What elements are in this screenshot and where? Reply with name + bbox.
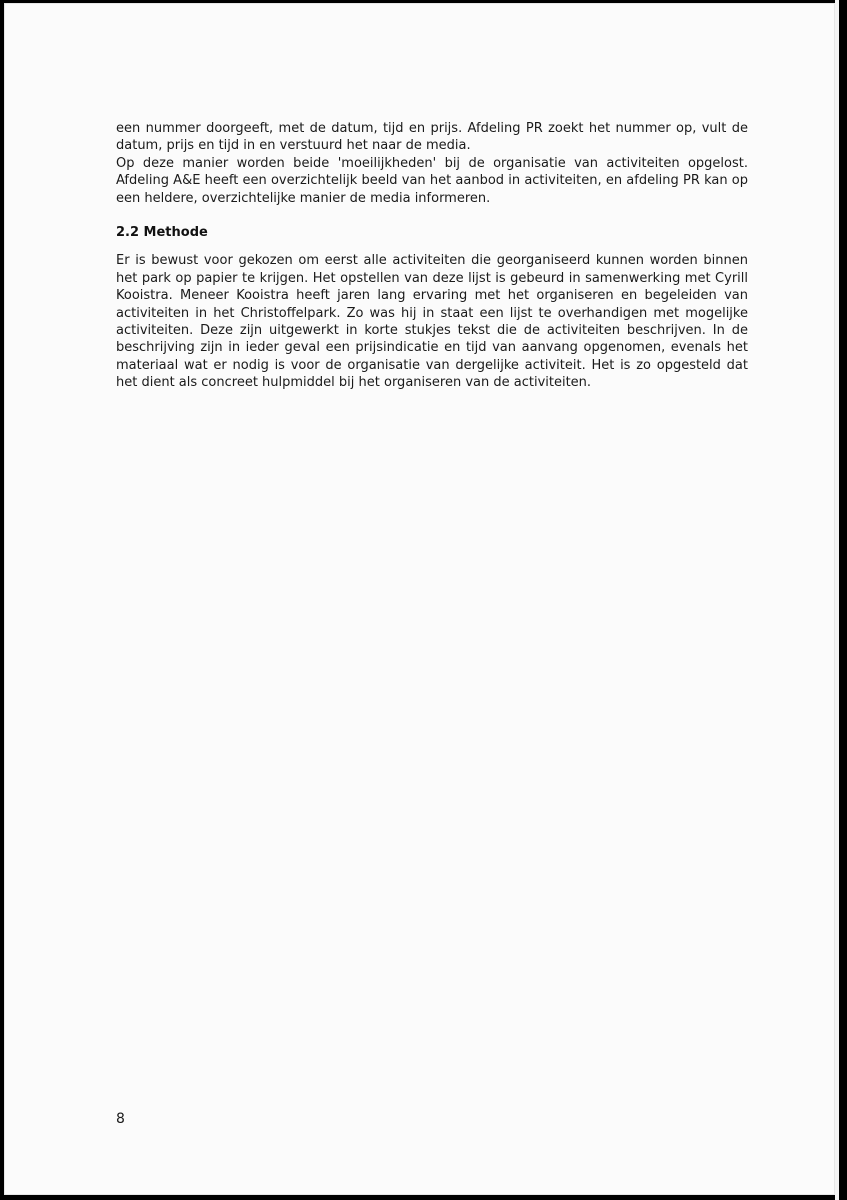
paragraph-methode: Er is bewust voor gekozen om eerst alle activiteiten die georganiseerd kunnen worden binnen het park op papier te krijgen. Het opstellen van deze lijst is gebeurd in samenwerking met Cyrill Kooistra. Meneer Kooistra heeft jaren lang ervaring met het organiseren en begeleiden van activiteiten in het Christoffelpark. Zo was hij in staat een lijst te overhandigen met mogelijke activiteiten. Deze zijn uitgewerkt in korte stukjes tekst die de activiteiten beschrijven. In de beschrijving zijn in ieder geval een prijsindicatie en tijd van aanvang opgenomen, evenals het materiaal wat er nodig is voor de organisatie van dergelijke activiteit. Het is zo opgesteld dat het dient als concreet hulpmiddel bij het organiseren van de activiteiten. (116, 253, 748, 391)
page-number: 8 (116, 1111, 125, 1127)
sheet-edge (835, 0, 847, 1200)
section-heading-methode: 2.2 Methode (116, 225, 208, 241)
paragraph-summary: Op deze manier worden beide 'moeilijkheden' bij de organisatie van activiteiten opgelost. Afdeling A&E heeft een overzichtelijk beeld van het aanbod in activiteiten, en afdeling PR kan op een heldere, overzichtelijke manier de media informeren. (116, 155, 748, 206)
paragraph-intro-continuation: een nummer doorgeeft, met de datum, tijd en prijs. Afdeling PR zoekt het nummer op, vult de datum, prijs en tijd in en verstuurd het naar de media. (116, 121, 748, 154)
document-body (116, 120, 748, 392)
